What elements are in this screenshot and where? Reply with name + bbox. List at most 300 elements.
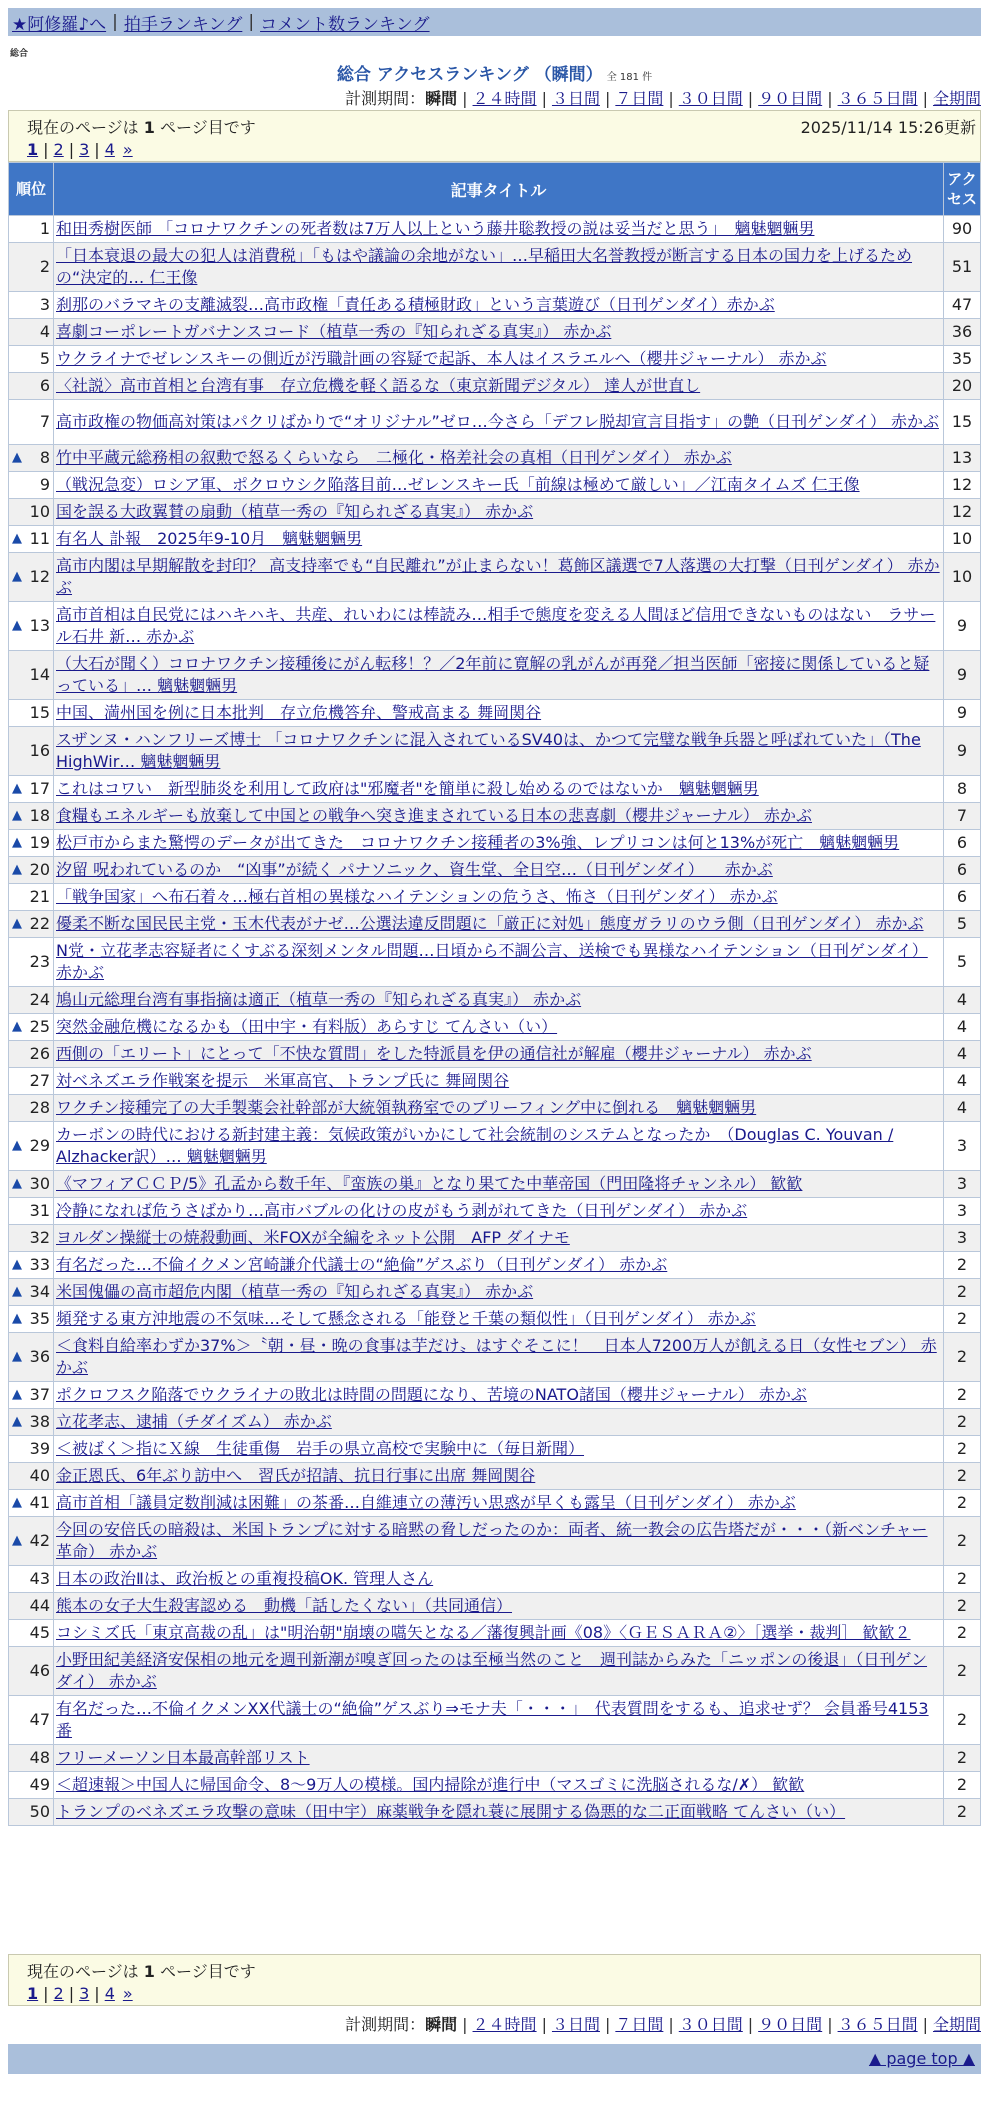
article-title-link[interactable]: これはコワい 新型肺炎を利用して政府は"邪魔者"を簡単に殺し始めるのではないか 魑魅魍魎男 [56, 779, 759, 798]
page-link[interactable]: 4 [104, 140, 115, 159]
rank-cell [9, 1566, 53, 1592]
table-row [9, 1306, 980, 1332]
page-links [27, 1984, 133, 2003]
access-cell: 4 [944, 1014, 980, 1040]
article-title-link[interactable]: （戦況急変）ロシア軍、ポクロウシク陥落目前…ゼレンスキー氏「前線は極めて厳しい」／江南タイムズ 仁王像 [56, 475, 860, 494]
rank-cell [9, 1409, 53, 1435]
article-title-link[interactable]: ＜食料自給率わずか37%＞〝朝・昼・晩の食事は芋だけ〟はすぐそこに！ 日本人7200万人が飢える日（女性セブン） 赤かぶ [56, 1336, 937, 1377]
article-title-link[interactable]: 金正恩氏、6年ぶり訪中へ 習氏が招請、抗日行事に出席 舞岡関谷 [56, 1466, 536, 1485]
article-title-link[interactable]: 熊本の女子大生殺害認める 動機「話したくない」（共同通信） [56, 1596, 513, 1615]
rank-number: 12 [29, 567, 50, 586]
article-title-link[interactable]: ヨルダン操縦士の焼殺動画、米FOXが全編をネット公開 AFP ダイナモ [56, 1228, 570, 1247]
period-separator: | [541, 89, 547, 108]
page-link[interactable]: 3 [79, 140, 90, 159]
table-header-row [9, 163, 980, 215]
period-option-link[interactable]: ３０日間 [678, 2015, 743, 2034]
table-row [9, 1799, 980, 1825]
table-row [9, 1041, 980, 1067]
rank-number: 40 [29, 1466, 50, 1485]
table-row [9, 1279, 980, 1305]
title-cell [54, 1041, 943, 1067]
period-option-link[interactable]: ３６５日間 [837, 89, 918, 108]
access-cell: 6 [944, 857, 980, 883]
rank-number: 11 [29, 529, 50, 548]
access-cell: 6 [944, 884, 980, 910]
period-separator: | [922, 89, 928, 108]
period-separator: | [668, 89, 674, 108]
title-cell [54, 373, 943, 399]
page-title: 総合 アクセスランキング （瞬間） [336, 65, 603, 85]
page-link[interactable]: 2 [53, 1984, 64, 2003]
article-title-link[interactable]: 竹中平蔵元総務相の叙勲で怒るくらいなら 二極化・格差社会の真相（日刊ゲンダイ） 赤かぶ [56, 448, 732, 467]
nav-separator: | [112, 12, 118, 32]
article-title-link[interactable]: 中国、満州国を例に日本批判 存立危機答弁、警戒高まる 舞岡関谷 [56, 703, 542, 722]
access-cell: 4 [944, 1068, 980, 1094]
period-separator: | [827, 89, 833, 108]
rank-number: 44 [29, 1596, 50, 1615]
period-option-link[interactable]: ７日間 [615, 2015, 664, 2034]
title-cell [54, 1333, 943, 1381]
rank-number: 47 [29, 1710, 50, 1729]
period-option-link[interactable]: ３日間 [551, 89, 600, 108]
period-separator: | [462, 2015, 468, 2034]
article-title-link[interactable]: N党・立花孝志容疑者にくすぶる深刻メンタル問題…日頃から不調公言、送検でも異様なハイテンション（日刊ゲンダイ） 赤かぶ [56, 941, 928, 982]
table-row [9, 346, 980, 372]
table-row [9, 1463, 980, 1489]
table-row [9, 1171, 980, 1197]
rank-cell [9, 1647, 53, 1695]
period-option-link[interactable]: ３６５日間 [837, 2015, 918, 2034]
article-title-link[interactable]: 松戸市からまた驚愕のデータが出てきた コロナワクチン接種者の3%強、レプリコンは何と13%が死亡 魑魅魍魎男 [56, 833, 900, 852]
article-title-link[interactable]: ワクチン接種完了の大手製薬会社幹部が大統領執務室でのブリーフィング中に倒れる 魑魅魍魎男 [56, 1098, 757, 1117]
table-row [9, 1095, 980, 1121]
article-title-link[interactable]: 「日本衰退の最大の犯人は消費税」「もはや議論の余地がない」…早稲田大名誉教授が断言する日本の国力を上げるための“決定的… 仁王像 [56, 246, 913, 287]
table-row [9, 216, 980, 242]
rank-cell [9, 1517, 53, 1565]
title-cell [54, 243, 943, 291]
current-page-number: 1 [143, 1962, 155, 1981]
access-cell: 2 [944, 1382, 980, 1408]
rank-number: 19 [29, 833, 50, 852]
period-option-link[interactable]: ３日間 [551, 2015, 600, 2034]
rank-cell [9, 319, 53, 345]
period-option-link[interactable]: ９０日間 [758, 2015, 823, 2034]
rank-cell [9, 911, 53, 937]
access-cell: 15 [944, 400, 980, 444]
table-row [9, 1333, 980, 1381]
title-cell [54, 857, 943, 883]
title-cell [54, 1463, 943, 1489]
updated-timestamp: 2025/11/14 15:26更新 [800, 118, 976, 137]
page-text-after: ページ目です [154, 118, 256, 137]
access-cell: 4 [944, 1041, 980, 1067]
rank-cell [9, 1068, 53, 1094]
rank-cell [9, 1490, 53, 1516]
section-tag: 総合 [10, 49, 29, 59]
rank-number: 6 [39, 376, 50, 395]
title-cell [54, 1647, 943, 1695]
rank-up-icon: ▲ [12, 1311, 22, 1326]
article-title-link[interactable]: 「戦争国家」へ布石着々…極右首相の異様なハイテンションの危うさ、怖さ（日刊ゲンダイ） 赤かぶ [56, 887, 778, 906]
rank-cell [9, 1225, 53, 1251]
page-separator: | [68, 1984, 75, 2003]
rank-number: 25 [29, 1017, 50, 1036]
access-cell: 2 [944, 1436, 980, 1462]
rank-cell [9, 243, 53, 291]
title-cell [54, 1171, 943, 1197]
rank-cell [9, 1436, 53, 1462]
article-title-link[interactable]: スザンヌ・ハンフリーズ博士 「コロナワクチンに混入されているSV40は、かつて完璧な戦争兵器と呼ばれていた」（The HighWir… 魑魅魍魎男 [56, 730, 921, 771]
period-option-link[interactable]: 全期間 [932, 2015, 981, 2034]
rank-number: 18 [29, 806, 50, 825]
access-cell: 2 [944, 1490, 980, 1516]
table-row [9, 727, 980, 775]
rank-up-icon: ▲ [12, 450, 22, 465]
rank-cell [9, 884, 53, 910]
rank-cell [9, 776, 53, 802]
table-row [9, 602, 980, 650]
table-row [9, 1014, 980, 1040]
rank-number: 41 [29, 1493, 50, 1512]
access-cell: 3 [944, 1171, 980, 1197]
period-separator: | [827, 2015, 833, 2034]
period-option-link[interactable]: ２４時間 [472, 89, 537, 108]
access-cell: 12 [944, 499, 980, 525]
total-count: 全 181 件 [606, 72, 653, 83]
access-cell: 2 [944, 1566, 980, 1592]
table-row [9, 911, 980, 937]
title-cell [54, 884, 943, 910]
page-separator: | [94, 140, 100, 159]
article-title-link[interactable]: 国を誤る大政翼賛の扇動（植草一秀の『知られざる真実』） 赤かぶ [56, 502, 534, 521]
access-cell: 2 [944, 1620, 980, 1646]
article-title-link[interactable]: 小野田紀美経済安保相の地元を週刊新潮が嗅ぎ回ったのは至極当然のこと 週刊誌からみた「ニッポンの後退」（日刊ゲンダイ） 赤かぶ [56, 1650, 928, 1691]
rank-number: 5 [39, 349, 50, 368]
article-title-link[interactable]: ＜被ばく＞指にＸ線 生徒重傷 岩手の県立高校で実験中に（毎日新聞） [56, 1439, 585, 1458]
table-row [9, 857, 980, 883]
access-cell: 8 [944, 776, 980, 802]
period-separator: | [747, 89, 754, 108]
rank-number: 31 [29, 1201, 50, 1220]
access-cell: 2 [944, 1517, 980, 1565]
access-cell: 6 [944, 830, 980, 856]
table-row [9, 1745, 980, 1771]
rank-cell [9, 987, 53, 1013]
title-row [0, 60, 989, 85]
period-label: 計測期間： [345, 2015, 426, 2034]
rank-number: 38 [29, 1412, 50, 1431]
title-cell [54, 1745, 943, 1771]
article-title-link[interactable]: 高市政権の物価高対策はパクリばかりで“オリジナル”ゼロ…今さら「デフレ脱却宣言目指す」の艶（日刊ゲンダイ） 赤かぶ [56, 412, 939, 431]
rank-number: 35 [29, 1309, 50, 1328]
article-title-link[interactable]: 和田秀樹医師 「コロナワクチンの死者数は7万人以上という藤井聡教授の説は妥当だと思う」 魑魅魍魎男 [56, 219, 815, 238]
article-title-link[interactable]: コシミズ氏「東京高裁の乱」は"明治朝"崩壊の嚆矢となる／藩復興計画《08》〈ＧＥＳＡＲＡ②〉［選挙・裁判］ 歓歓２ [56, 1623, 911, 1642]
access-cell: 13 [944, 445, 980, 471]
next-page-link[interactable]: » [122, 140, 133, 159]
article-title-link[interactable]: 食糧もエネルギーも放棄して中国との戦争へ突き進まされている日本の悲喜劇（櫻井ジャーナル） 赤かぶ [56, 806, 812, 825]
article-title-link[interactable]: 突然金融危機になるかも（田中宇・有料版）あらすじ てんさい（い） [56, 1017, 558, 1036]
table-row [9, 700, 980, 726]
article-title-link[interactable]: 冷静になれば危うさばかり…高市バブルの化けの皮がもう剥がれてきた（日刊ゲンダイ） 赤かぶ [56, 1201, 748, 1220]
rank-cell [9, 1252, 53, 1278]
access-cell: 5 [944, 938, 980, 986]
article-title-link[interactable]: 鳩山元総理台湾有事指摘は適正（植草一秀の『知られざる真実』） 赤かぶ [56, 990, 582, 1009]
article-title-link[interactable]: 有名だった…不倫イクメンXX代議士の“絶倫”ゲスぶり⇒モナ夫「・・・」 代表質問をするも、追求せず？ 会員番号4153番 [56, 1699, 929, 1740]
page-link[interactable]: 2 [53, 140, 64, 159]
rank-cell [9, 938, 53, 986]
rank-number: 3 [39, 295, 50, 314]
next-page-link[interactable]: » [122, 1984, 133, 2003]
table-row [9, 1593, 980, 1619]
title-cell [54, 700, 943, 726]
article-title-link[interactable]: 優柔不断な国民民主党・玉木代表がナゼ…公選法違反問題に「厳正に対処」態度ガラリのウラ側（日刊ゲンダイ） 赤かぶ [56, 914, 924, 933]
article-title-link[interactable]: 喜劇コーポレートガバナンスコード（植草一秀の『知られざる真実』） 赤かぶ [56, 322, 612, 341]
table-row [9, 292, 980, 318]
page-separator: | [43, 140, 49, 159]
article-title-link[interactable]: 刹那のバラマキの支離滅裂…高市政権「責任ある積極財政」という言葉遊び（日刊ゲンダイ）赤かぶ [56, 295, 775, 314]
col-rank-header: 順位 [9, 163, 53, 215]
title-cell [54, 526, 943, 552]
rank-cell [9, 700, 53, 726]
current-page-text [27, 115, 256, 138]
table-row [9, 400, 980, 444]
rank-number: 23 [29, 952, 50, 971]
rank-cell [9, 651, 53, 699]
access-cell: 2 [944, 1333, 980, 1381]
page-link-current[interactable]: 1 [27, 140, 39, 159]
period-separator: | [604, 2015, 611, 2034]
period-current: 瞬間 [425, 89, 458, 108]
access-cell: 9 [944, 727, 980, 775]
rank-number: 16 [29, 741, 50, 760]
period-selector-top [345, 86, 981, 109]
title-cell [54, 803, 943, 829]
rank-number: 9 [39, 475, 50, 494]
page-links [27, 140, 133, 159]
rank-number: 43 [29, 1569, 50, 1588]
article-title-link[interactable]: 〈社説〉高市首相と台湾有事 存立危機を軽く語るな（東京新聞デジタル） 達人が世直し [56, 376, 701, 395]
rank-up-icon: ▲ [12, 1349, 22, 1364]
page-separator: | [94, 1984, 100, 2003]
page-text-before: 現在のページは [27, 118, 144, 137]
rank-up-icon: ▲ [12, 835, 22, 850]
access-cell: 2 [944, 1696, 980, 1744]
title-cell [54, 216, 943, 242]
rank-up-icon: ▲ [12, 1533, 22, 1548]
period-option-link[interactable]: ７日間 [615, 89, 664, 108]
rank-number: 22 [29, 914, 50, 933]
access-cell: 10 [944, 553, 980, 601]
rank-number: 36 [29, 1347, 50, 1366]
access-cell: 4 [944, 1095, 980, 1121]
rank-cell [9, 292, 53, 318]
rank-cell [9, 499, 53, 525]
access-cell: 35 [944, 346, 980, 372]
article-title-link[interactable]: 今回の安倍氏の暗殺は、米国トランプに対する暗黙の脅しだったのか：両者、統一教会の広告塔だが・・・（新ベンチャー革命） 赤かぶ [56, 1520, 928, 1561]
clap-ranking-link[interactable]: 拍手ランキング [123, 14, 243, 35]
rank-up-icon: ▲ [12, 781, 22, 796]
title-cell [54, 776, 943, 802]
rank-number: 34 [29, 1282, 50, 1301]
article-title-link[interactable]: 対ベネズエラ作戦案を提示 米軍高官、トランプ氏に 舞岡関谷 [56, 1071, 510, 1090]
article-title-link[interactable]: 《マフィアＣＣＰ/5》孔孟から数千年、『蛮族の巣』となり果てた中華帝国（門田隆将チャンネル） 歓歓 [56, 1174, 803, 1193]
rank-up-icon: ▲ [12, 862, 22, 877]
article-title-link[interactable]: 高市内閣は早期解散を封印？ 高支持率でも“自民離れ”が止まらない！葛飾区議選で7人落選の大打撃（日刊ゲンダイ） 赤かぶ [56, 556, 940, 597]
rank-number: 33 [29, 1255, 50, 1274]
rank-number: 17 [29, 779, 50, 798]
period-option-link[interactable]: ９０日間 [758, 89, 823, 108]
table-row [9, 1409, 980, 1435]
rank-up-icon: ▲ [12, 1387, 22, 1402]
rank-number: 8 [39, 448, 50, 467]
title-cell [54, 1198, 943, 1224]
rank-cell [9, 1772, 53, 1798]
rank-up-icon: ▲ [12, 1495, 22, 1510]
table-row [9, 987, 980, 1013]
article-title-link[interactable]: トランプのベネズエラ攻撃の意味（田中宇）麻薬戦争を隠れ蓑に展開する偽悪的な二正面戦略 てんさい（い） [56, 1802, 846, 1821]
article-title-link[interactable]: 米国傀儡の高市超危内閣（植草一秀の『知られざる真実』） 赤かぶ [56, 1282, 534, 1301]
table-row [9, 1566, 980, 1592]
table-row [9, 830, 980, 856]
article-title-link[interactable]: カーボンの時代における新封建主義：気候政策がいかにして社会統制のシステムとなったか （Douglas C. Youvan / Alzhacker訳）… 魑魅魍魎男 [56, 1125, 894, 1166]
current-page-number: 1 [143, 118, 155, 137]
article-title-link[interactable]: 立花孝志、逮捕（チダイズム） 赤かぶ [56, 1412, 332, 1431]
table-row [9, 651, 980, 699]
page-link-current[interactable]: 1 [27, 1984, 39, 2003]
access-cell: 2 [944, 1593, 980, 1619]
article-title-link[interactable]: 日本の政治Ⅱは、政治板との重複投稿OK. 管理人さん [56, 1569, 434, 1588]
article-title-link[interactable]: 西側の「エリート」にとって「不快な質問」をした特派員を伊の通信社が解雇（櫻井ジャーナル） 赤かぶ [56, 1044, 812, 1063]
period-selector-bottom [345, 2012, 981, 2035]
access-cell: 9 [944, 602, 980, 650]
rank-up-icon: ▲ [12, 1138, 22, 1153]
table-row [9, 373, 980, 399]
access-cell: 20 [944, 373, 980, 399]
title-cell [54, 1252, 943, 1278]
period-separator: | [747, 2015, 754, 2034]
rank-cell [9, 1171, 53, 1197]
rank-number: 20 [29, 860, 50, 879]
title-cell [54, 1409, 943, 1435]
title-cell [54, 1225, 943, 1251]
rank-up-icon: ▲ [12, 808, 22, 823]
rank-number: 15 [29, 703, 50, 722]
article-title-link[interactable]: 高市首相は自民党にはハキハキ、共産、れいわには棒読み…相手で態度を変える人間ほど信用できないものはない ラサール石井 新… 赤かぶ [56, 605, 936, 646]
table-row [9, 1068, 980, 1094]
period-separator: | [668, 2015, 674, 2034]
article-title-link[interactable]: 汐留 呪われているのか “凶事”が続く パナソニック、資生堂、全日空…（日刊ゲンダイ） 赤かぶ [56, 860, 773, 879]
article-title-link[interactable]: 頻発する東方沖地震の不気味…そして懸念される「能登と千葉の類似性」（日刊ゲンダイ） 赤かぶ [56, 1309, 756, 1328]
title-cell [54, 400, 943, 444]
rank-up-icon: ▲ [12, 531, 22, 546]
rank-number: 29 [29, 1136, 50, 1155]
comment-ranking-link[interactable]: コメント数ランキング [260, 14, 430, 35]
access-cell: 2 [944, 1409, 980, 1435]
home-link[interactable]: ★阿修羅♪へ [12, 14, 107, 35]
article-title-link[interactable]: ウクライナでゼレンスキーの側近が汚職計画の容疑で起訴、本人はイスラエルへ（櫻井ジャーナル） 赤かぶ [56, 349, 827, 368]
access-cell: 9 [944, 651, 980, 699]
article-title-link[interactable]: フリーメーソン日本最高幹部リスト [56, 1748, 310, 1767]
rank-cell [9, 472, 53, 498]
ranking-table [8, 162, 981, 1826]
title-cell [54, 1068, 943, 1094]
rank-up-icon: ▲ [12, 1176, 22, 1191]
title-cell [54, 602, 943, 650]
rank-cell [9, 602, 53, 650]
table-row [9, 1382, 980, 1408]
article-title-link[interactable]: 有名だった…不倫イクメン宮崎謙介代議士の“絶倫”ゲスぶり（日刊ゲンダイ） 赤かぶ [56, 1255, 668, 1274]
access-cell: 2 [944, 1772, 980, 1798]
access-cell: 47 [944, 292, 980, 318]
rank-cell [9, 1279, 53, 1305]
table-row [9, 1122, 980, 1170]
rank-up-icon: ▲ [12, 569, 22, 584]
title-cell [54, 1014, 943, 1040]
title-cell [54, 445, 943, 471]
rank-number: 30 [29, 1174, 50, 1193]
rank-number: 24 [29, 990, 50, 1009]
rank-cell [9, 1382, 53, 1408]
rank-number: 46 [29, 1661, 50, 1680]
nav-separator: | [248, 12, 255, 32]
period-option-link[interactable]: ２４時間 [472, 2015, 537, 2034]
rank-cell [9, 526, 53, 552]
rank-number: 39 [29, 1439, 50, 1458]
table-row [9, 803, 980, 829]
title-cell [54, 292, 943, 318]
rank-number: 10 [29, 502, 50, 521]
rank-number: 28 [29, 1098, 50, 1117]
rank-number: 32 [29, 1228, 50, 1247]
article-title-link[interactable]: 高市首相「議員定数削減は困難」の茶番…自維連立の薄汚い思惑が早くも露呈（日刊ゲンダイ） 赤かぶ [56, 1493, 796, 1512]
period-separator: | [604, 89, 611, 108]
access-cell: 3 [944, 1198, 980, 1224]
title-cell [54, 1490, 943, 1516]
rank-up-icon: ▲ [12, 1257, 22, 1272]
table-row [9, 1647, 980, 1695]
rank-cell [9, 216, 53, 242]
access-cell: 2 [944, 1647, 980, 1695]
access-cell: 7 [944, 803, 980, 829]
rank-number: 37 [29, 1385, 50, 1404]
access-cell: 12 [944, 472, 980, 498]
table-row [9, 1620, 980, 1646]
title-cell [54, 1772, 943, 1798]
period-option-link[interactable]: ３０日間 [678, 89, 743, 108]
period-option-link[interactable]: 全期間 [932, 89, 981, 108]
page-link[interactable]: 3 [79, 1984, 90, 2003]
rank-cell [9, 727, 53, 775]
title-cell [54, 1620, 943, 1646]
rank-cell [9, 1696, 53, 1744]
article-title-link[interactable]: 有名人 訃報 2025年9-10月 魑魅魍魎男 [56, 529, 363, 548]
access-cell: 2 [944, 1745, 980, 1771]
article-title-link[interactable]: ポクロフスク陥落でウクライナの敗北は時間の問題になり、苦境のNATO諸国（櫻井ジャーナル） 赤かぶ [56, 1385, 807, 1404]
article-title-link[interactable]: ＜超速報＞中国人に帰国命令、8～9万人の模様。国内掃除が進行中（マスゴミに洗脳されるな/✗） 歓歓 [56, 1775, 805, 1794]
article-title-link[interactable]: （大石が聞く）コロナワクチン接種後にがん転移！？／2年前に寛解の乳がんが再発／担当医師「密接に関係していると疑っている」… 魑魅魍魎男 [56, 654, 930, 695]
table-row [9, 1772, 980, 1798]
page-link[interactable]: 4 [104, 1984, 115, 2003]
access-cell: 2 [944, 1306, 980, 1332]
rank-cell [9, 1306, 53, 1332]
table-row [9, 1198, 980, 1224]
page-top-link[interactable]: ▲ page top ▲ [868, 2049, 975, 2068]
rank-cell [9, 1593, 53, 1619]
rank-cell [9, 445, 53, 471]
title-cell [54, 1382, 943, 1408]
title-cell [54, 830, 943, 856]
rank-number: 14 [29, 665, 50, 684]
